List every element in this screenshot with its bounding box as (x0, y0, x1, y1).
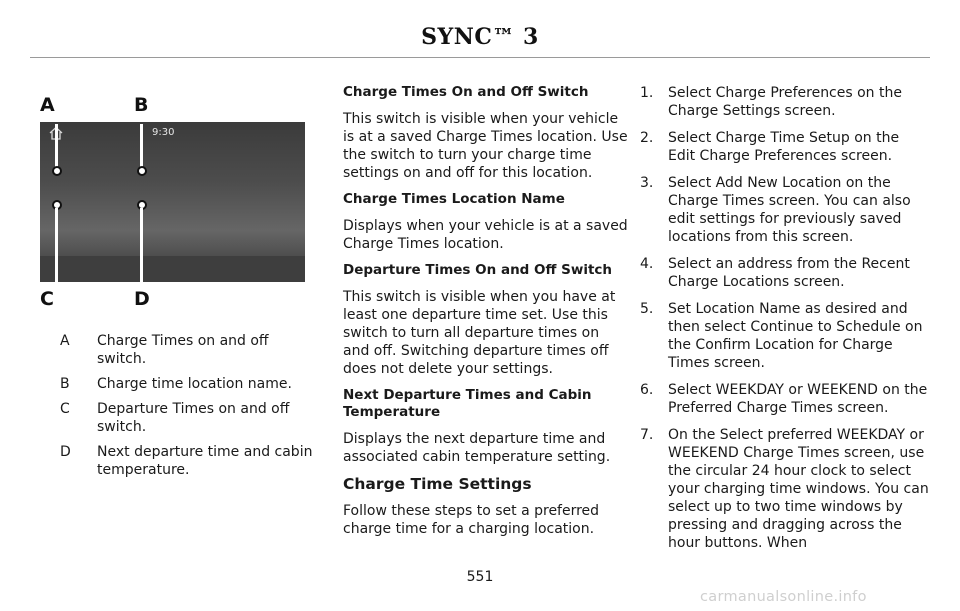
legend-text: Charge time location name. (97, 376, 292, 392)
legend-item (60, 443, 320, 479)
charge-time-settings-heading: Charge Time Settings (343, 475, 532, 493)
callout-dot-a (52, 166, 62, 176)
step-item (640, 84, 930, 120)
step-item (640, 300, 930, 372)
legend-text: Charge Times on and off switch. (97, 333, 269, 367)
step-text: Select WEEKDAY or WEEKEND on the Preferred Charge Times screen. (668, 382, 928, 416)
step-text: Select an address from the Recent Charge Locations screen. (668, 256, 910, 290)
legend-key: D (60, 444, 71, 460)
step-item (640, 255, 930, 291)
section-body: Displays when your vehicle is at a saved Charge Times location. (343, 218, 628, 252)
step-item (640, 129, 930, 165)
leader-line-b (140, 124, 143, 168)
leader-line-d (140, 208, 143, 282)
legend-key: B (60, 376, 70, 392)
step-text: Select Charge Time Setup on the Edit Charge Preferences screen. (668, 130, 900, 164)
screen-clock: 9:30 (152, 127, 175, 138)
legend-key: A (60, 333, 70, 349)
callout-label-a: A (40, 94, 55, 116)
watermark: carmanualsonline.info (700, 589, 867, 605)
callout-legend (60, 332, 320, 486)
step-number: 6. (640, 382, 654, 398)
callout-label-d: D (134, 288, 150, 310)
screen-illustration (40, 92, 305, 312)
step-number: 1. (640, 85, 654, 101)
middle-column (343, 84, 628, 547)
page-number: 551 (466, 569, 494, 585)
legend-key: C (60, 401, 70, 417)
section-body: This switch is visible when your vehicle is at a saved Charge Times location. Use the switch to turn your charge time settings on and off for this location. (343, 111, 628, 181)
step-number: 3. (640, 175, 654, 191)
section-heading: Departure Times On and Off Switch (343, 262, 613, 278)
leader-line-c (55, 208, 58, 282)
charge-time-settings-intro: Follow these steps to set a preferred charge time for a charging location. (343, 503, 600, 537)
step-item (640, 426, 930, 552)
step-item (640, 174, 930, 246)
legend-item (60, 400, 320, 436)
step-item (640, 381, 930, 417)
step-number: 7. (640, 427, 654, 443)
section-body: This switch is visible when you have at least one departure time set. Use this switch to turn all departure times on and off. Switching departure times off does not delete your settings. (343, 289, 616, 377)
step-number: 2. (640, 130, 654, 146)
step-text: Set Location Name as desired and then select Continue to Schedule on the Confirm Location for Charge Times screen. (668, 301, 923, 371)
section-heading: Next Departure Times and Cabin Temperature (343, 387, 592, 420)
step-number: 5. (640, 301, 654, 317)
right-column (640, 84, 930, 561)
step-text: On the Select preferred WEEKDAY or WEEKEND Charge Times screen, use the circular 24 hour clock to select your charging time windows. You can select up to two time windows by pressing and dragging across the hour buttons. When (668, 427, 929, 551)
page-header-title: SYNC™ 3 (421, 24, 539, 50)
step-text: Select Add New Location on the Charge Times screen. You can also edit settings for previously saved locations from this screen. (668, 175, 911, 245)
section-heading: Charge Times Location Name (343, 191, 565, 207)
steps-list (640, 84, 930, 552)
section-body: Displays the next departure time and associated cabin temperature setting. (343, 431, 611, 465)
callout-label-b: B (134, 94, 149, 116)
legend-text: Next departure time and cabin temperature. (97, 444, 313, 478)
legend-item (60, 375, 320, 393)
step-number: 4. (640, 256, 654, 272)
legend-item (60, 332, 320, 368)
leader-line-a (55, 124, 58, 168)
callout-dot-b (137, 166, 147, 176)
legend-text: Departure Times on and off switch. (97, 401, 290, 435)
screen-bottom-band (40, 256, 305, 282)
header-divider (30, 57, 930, 58)
step-text: Select Charge Preferences on the Charge Settings screen. (668, 85, 902, 119)
section-heading: Charge Times On and Off Switch (343, 84, 589, 100)
touchscreen-image (40, 122, 305, 282)
callout-label-c: C (40, 288, 54, 310)
